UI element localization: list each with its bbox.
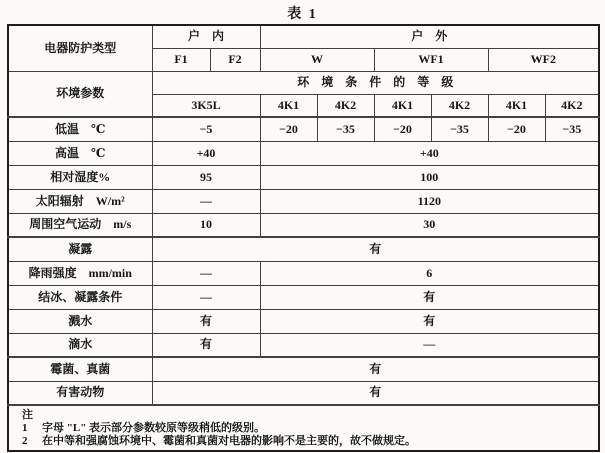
- row-label: 高温 ℃: [8, 141, 152, 165]
- cell-value: 有: [152, 237, 599, 261]
- cell-value: 有: [260, 309, 599, 333]
- row-label: 有害动物: [8, 381, 152, 405]
- cell-value: —: [152, 189, 260, 213]
- cell-value: −35: [431, 117, 488, 141]
- row-label: 低温 ℃: [8, 117, 152, 141]
- cell-value: 有: [152, 357, 599, 381]
- row-label: 溅水: [8, 309, 152, 333]
- table-caption: 表 1: [287, 7, 318, 22]
- notes-heading: 注: [22, 409, 33, 421]
- cell-value: −20: [488, 117, 545, 141]
- header-env-condition-level: 环 境 条 件 的 等 级: [152, 71, 599, 94]
- cell-value: 有: [260, 285, 599, 309]
- cell-value: —: [152, 285, 260, 309]
- row-label: 结冰、凝露条件: [8, 285, 152, 309]
- cell-value: 30: [260, 213, 599, 237]
- header-class-wf2: WF2: [488, 48, 599, 71]
- header-env-class-4k1: 4K1: [488, 94, 545, 117]
- cell-value: −5: [152, 117, 260, 141]
- environment-conditions-table: [7, 24, 600, 452]
- header-protection-type: 电器防护类型: [8, 25, 152, 71]
- header-env-class-4k2: 4K2: [431, 94, 488, 117]
- note-item: [17, 422, 590, 435]
- cell-value: −35: [317, 117, 374, 141]
- header-env-class-4k1: 4K1: [260, 94, 317, 117]
- note-text: 字母 "L" 表示部分参数较原等级稍低的级别。: [42, 422, 266, 434]
- cell-value: 100: [260, 165, 599, 189]
- note-text: 在中等和强腐蚀环境中、霉菌和真菌对电器的影响不是主要的，故不做规定。: [42, 435, 416, 447]
- cell-value: 10: [152, 213, 260, 237]
- header-outdoor: 户 外: [260, 25, 599, 48]
- cell-value: −20: [374, 117, 431, 141]
- cell-value: 6: [260, 261, 599, 285]
- cell-value: —: [152, 261, 260, 285]
- cell-value: +40: [260, 141, 599, 165]
- header-env-class-4k2: 4K2: [317, 94, 374, 117]
- row-label: 相对湿度%: [8, 165, 152, 189]
- row-label: 滴水: [8, 333, 152, 357]
- cell-value: 1120: [260, 189, 599, 213]
- note-number: 2: [22, 435, 28, 447]
- row-label: 降雨强度 mm/min: [8, 261, 152, 285]
- cell-value: —: [260, 333, 599, 357]
- row-label: 太阳辐射 W/m²: [8, 189, 152, 213]
- header-env-class-3k5l: 3K5L: [152, 94, 260, 117]
- cell-value: 有: [152, 381, 599, 405]
- header-class-f2: F2: [210, 48, 260, 71]
- header-env-params: 环境参数: [8, 71, 152, 117]
- header-env-class-4k1: 4K1: [374, 94, 431, 117]
- cell-value: −20: [260, 117, 317, 141]
- cell-value: 有: [152, 309, 260, 333]
- row-label: 周围空气运动 m/s: [8, 213, 152, 237]
- row-label: 凝露: [8, 237, 152, 261]
- cell-value: 95: [152, 165, 260, 189]
- header-indoor: 户 内: [152, 25, 260, 48]
- cell-value: −35: [545, 117, 599, 141]
- header-class-w: W: [260, 48, 374, 71]
- cell-value: +40: [152, 141, 260, 165]
- row-label: 霉菌、真菌: [8, 357, 152, 381]
- header-class-wf1: WF1: [374, 48, 488, 71]
- cell-value: 有: [152, 333, 260, 357]
- note-item: [17, 435, 590, 448]
- notes-section: [8, 405, 599, 451]
- header-env-class-4k2: 4K2: [545, 94, 599, 117]
- header-class-f1: F1: [152, 48, 210, 71]
- note-number: 1: [22, 422, 28, 434]
